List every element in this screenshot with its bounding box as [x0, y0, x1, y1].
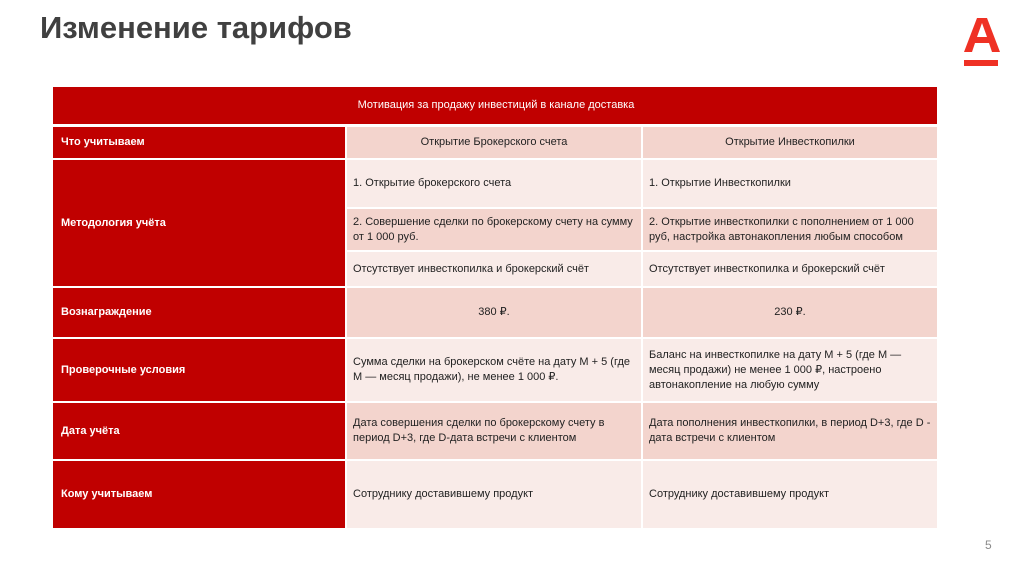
row-label-reward: Вознаграждение: [53, 288, 345, 337]
table-cell: Отсутствует инвесткопилка и брокерский счёт: [643, 252, 937, 286]
table-cell: Дата пополнения инвесткопилки, в период D+3, где D - дата встречи с клиентом: [643, 403, 937, 459]
page-title: Изменение тарифов: [40, 10, 352, 45]
column-header-brokerage: Открытие Брокерского счета: [347, 127, 641, 158]
table-cell: 2. Совершение сделки по брокерскому счету на сумму от 1 000 руб.: [347, 209, 641, 250]
table-cell: Отсутствует инвесткопилка и брокерский счёт: [347, 252, 641, 286]
table-cell: 1. Открытие Инвесткопилки: [643, 160, 937, 207]
row-label-date: Дата учёта: [53, 403, 345, 459]
row-label-what: Что учитываем: [53, 127, 345, 158]
table-cell: Сотруднику доставившему продукт: [347, 461, 641, 528]
table-cell: 380 ₽.: [347, 288, 641, 337]
row-label-checks: Проверочные условия: [53, 339, 345, 401]
alfa-bank-logo-icon: [960, 14, 1004, 70]
table-cell: 2. Открытие инвесткопилки с пополнением от 1 000 руб, настройка автонакопления любым способом: [643, 209, 937, 250]
table-cell: Сотруднику доставившему продукт: [643, 461, 937, 528]
row-label-who: Кому учитываем: [53, 461, 345, 528]
table-cell: 1. Открытие брокерского счета: [347, 160, 641, 207]
table-cell: Баланс на инвесткопилке на дату М + 5 (где М — месяц продажи) не менее 1 000 ₽, настроено автонакопление на любую сумму: [643, 339, 937, 401]
page-number: 5: [985, 538, 992, 552]
table-caption: Мотивация за продажу инвестиций в канале доставка: [53, 87, 937, 124]
table-cell: Дата совершения сделки по брокерскому счету в период D+3, где D-дата встречи с клиентом: [347, 403, 641, 459]
table-cell: 230 ₽.: [643, 288, 937, 337]
table-cell: Сумма сделки на брокерском счёте на дату М + 5 (где М — месяц продажи), не менее 1 000 ₽.: [347, 339, 641, 401]
column-header-investkopilka: Открытие Инвесткопилки: [643, 127, 937, 158]
row-label-methodology: Методология учёта: [53, 160, 345, 286]
